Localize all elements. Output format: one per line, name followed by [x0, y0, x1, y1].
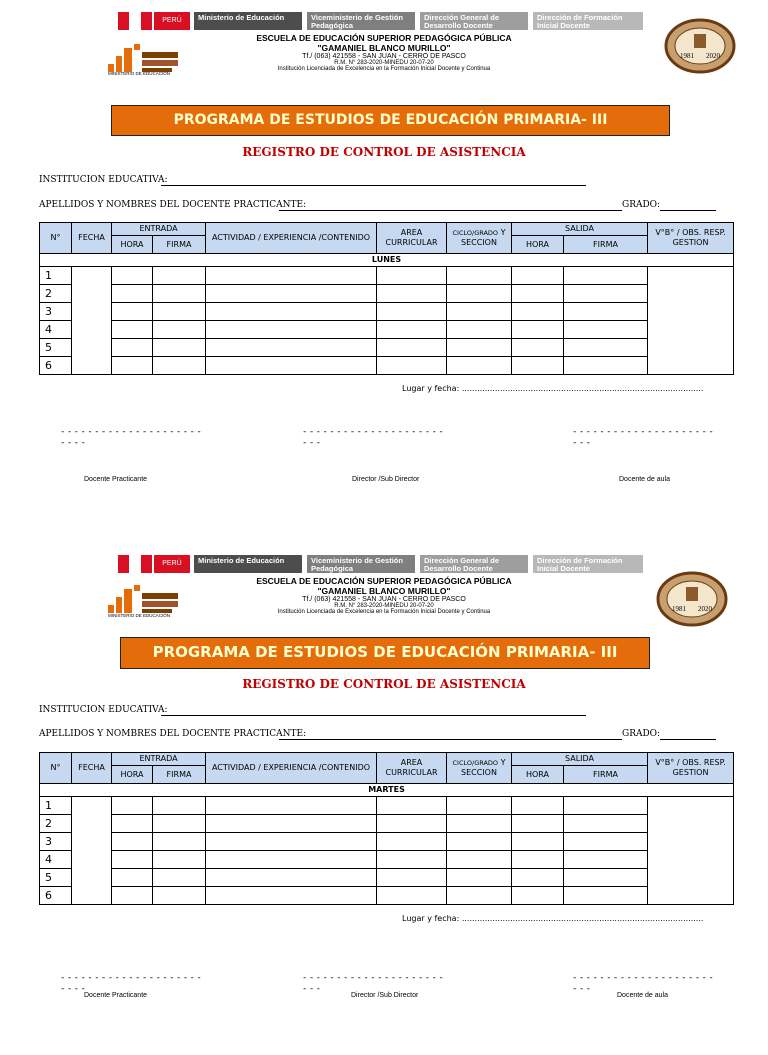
signature-label-aula: Docente de aula — [617, 992, 668, 999]
header-num: N° — [40, 753, 72, 784]
entrada-firma-cell[interactable] — [153, 267, 206, 285]
entrada-firma-cell[interactable] — [153, 815, 206, 833]
row-number: 6 — [40, 357, 72, 375]
header-entrada-firma: FIRMA — [153, 766, 206, 784]
entrada-firma-cell[interactable] — [153, 869, 206, 887]
ministry-box: Ministerio de Educación — [194, 12, 302, 30]
seal-year-left: 1981 — [680, 52, 694, 60]
day-label: LUNES — [40, 254, 734, 267]
row-number: 2 — [40, 815, 72, 833]
row-number: 4 — [40, 321, 72, 339]
seal-year-left: 1981 — [672, 605, 686, 613]
actividad-cell[interactable] — [206, 321, 377, 339]
header-ciclo — [447, 753, 512, 784]
entrada-firma-cell[interactable] — [153, 851, 206, 869]
ciclo-cell[interactable] — [447, 339, 512, 357]
salida-hora-cell[interactable] — [512, 321, 564, 339]
salida-hora-cell[interactable] — [512, 797, 564, 815]
entrada-hora-cell[interactable] — [112, 833, 153, 851]
minedu-logo-caption: MINISTERIO DE EDUCACIÓN — [108, 71, 171, 76]
salida-hora-cell[interactable] — [512, 303, 564, 321]
lugar-fecha: Lugar y fecha: ............................................................................................... — [402, 384, 704, 393]
area-cell[interactable] — [377, 833, 447, 851]
dash-tail: ---- — [60, 438, 88, 448]
attendance-table — [39, 752, 734, 905]
header-entrada: ENTRADA — [112, 753, 206, 766]
dash-tail: --- — [572, 438, 593, 448]
header-entrada: ENTRADA — [112, 223, 206, 236]
salida-firma-cell[interactable] — [564, 887, 648, 905]
actividad-cell[interactable] — [206, 815, 377, 833]
signature-label-aula: Docente de aula — [619, 476, 670, 483]
header-salida-firma: FIRMA — [564, 236, 648, 254]
attendance-table — [39, 222, 734, 375]
signature-line-director — [302, 427, 445, 449]
header-vb: V°B° / OBS. RESP. GESTION — [648, 753, 734, 784]
area-cell[interactable] — [377, 303, 447, 321]
salida-firma-cell[interactable] — [564, 303, 648, 321]
actividad-cell[interactable] — [206, 869, 377, 887]
school-rm: R.M. N° 283-2020-MINEDU 20-07-20 — [334, 603, 434, 609]
school-seal-icon — [664, 18, 736, 74]
salida-firma-cell[interactable] — [564, 357, 648, 375]
dash-tail: --- — [302, 984, 323, 994]
lugar-fecha: Lugar y fecha: ............................................................................................... — [402, 914, 704, 923]
actividad-cell[interactable] — [206, 303, 377, 321]
institucion-label: INSTITUCION EDUCATIVA: — [39, 705, 168, 715]
signature-label-practicante: Docente Practicante — [84, 476, 148, 483]
dg-box: Dirección General de Desarrollo Docente — [420, 12, 528, 30]
ciclo-cell[interactable] — [447, 797, 512, 815]
header-ciclo-y: Y — [500, 228, 506, 237]
actividad-cell[interactable] — [206, 339, 377, 357]
institucion-field[interactable] — [161, 715, 586, 716]
ciclo-cell[interactable] — [447, 321, 512, 339]
signature-line-aula — [572, 427, 715, 449]
entrada-hora-cell[interactable] — [112, 321, 153, 339]
header-ciclo — [447, 223, 512, 254]
day-label: MARTES — [40, 784, 734, 797]
ciclo-cell[interactable] — [447, 357, 512, 375]
header-num: N° — [40, 223, 72, 254]
school-contact: Tf./ (063) 421558 - SAN JUAN - CERRO DE PASCO — [302, 596, 466, 603]
salida-hora-cell[interactable] — [512, 267, 564, 285]
entrada-firma-cell[interactable] — [153, 339, 206, 357]
grado-field[interactable] — [660, 210, 716, 211]
school-subname: "GAMANIEL BLANCO MURILLO" — [317, 586, 451, 596]
row-number: 3 — [40, 833, 72, 851]
header-salida-hora: HORA — [512, 766, 564, 784]
area-cell[interactable] — [377, 797, 447, 815]
entrada-hora-cell[interactable] — [112, 851, 153, 869]
signature-label-practicante: Docente Practicante — [84, 992, 148, 999]
ciclo-cell[interactable] — [447, 887, 512, 905]
school-header — [200, 33, 568, 72]
area-cell[interactable] — [377, 887, 447, 905]
vice-ministry-box: Viceministerio de Gestión Pedagógica — [307, 12, 415, 30]
dash-line: --------------------- — [60, 427, 204, 437]
school-name: ESCUELA DE EDUCACIÓN SUPERIOR PEDAGÓGICA PÚBLICA — [256, 576, 512, 586]
actividad-cell[interactable] — [206, 267, 377, 285]
entrada-hora-cell[interactable] — [112, 869, 153, 887]
grado-label: GRADO: — [622, 200, 661, 210]
header-area: AREA CURRICULAR — [377, 753, 447, 784]
entrada-hora-cell[interactable] — [112, 285, 153, 303]
actividad-cell[interactable] — [206, 851, 377, 869]
area-cell[interactable] — [377, 321, 447, 339]
salida-hora-cell[interactable] — [512, 357, 564, 375]
entrada-hora-cell[interactable] — [112, 339, 153, 357]
header-ciclo-label: CICLO/GRADO — [452, 229, 499, 237]
vb-cell[interactable] — [648, 267, 734, 375]
signature-line-practicante — [60, 427, 203, 449]
apellidos-field[interactable] — [279, 210, 622, 211]
entrada-hora-cell[interactable] — [112, 357, 153, 375]
entrada-firma-cell[interactable] — [153, 887, 206, 905]
school-contact: Tf./ (063) 421558 - SAN JUAN - CERRO DE PASCO — [302, 53, 466, 60]
row-number: 4 — [40, 851, 72, 869]
dash-tail: ---- — [60, 984, 88, 994]
vb-cell[interactable] — [648, 797, 734, 905]
area-cell[interactable] — [377, 851, 447, 869]
salida-firma-cell[interactable] — [564, 815, 648, 833]
program-title: PROGRAMA DE ESTUDIOS DE EDUCACIÓN PRIMARIA- III — [111, 105, 670, 136]
apellidos-label: APELLIDOS Y NOMBRES DEL DOCENTE PRACTICANTE: — [39, 200, 307, 210]
dash-line: --------------------- — [60, 973, 204, 983]
actividad-cell[interactable] — [206, 887, 377, 905]
area-cell[interactable] — [377, 339, 447, 357]
entrada-hora-cell[interactable] — [112, 267, 153, 285]
dash-line: --------------------- — [302, 427, 446, 437]
apellidos-label: APELLIDOS Y NOMBRES DEL DOCENTE PRACTICANTE: — [39, 729, 307, 739]
row-number: 3 — [40, 303, 72, 321]
salida-hora-cell[interactable] — [512, 339, 564, 357]
entrada-firma-cell[interactable] — [153, 797, 206, 815]
salida-hora-cell[interactable] — [512, 851, 564, 869]
school-subname: "GAMANIEL BLANCO MURILLO" — [317, 43, 451, 53]
area-cell[interactable] — [377, 285, 447, 303]
ciclo-cell[interactable] — [447, 285, 512, 303]
peru-label: PERÚ — [154, 555, 190, 573]
salida-hora-cell[interactable] — [512, 815, 564, 833]
row-number: 1 — [40, 267, 72, 285]
salida-firma-cell[interactable] — [564, 833, 648, 851]
entrada-hora-cell[interactable] — [112, 797, 153, 815]
attendance-sheet-1 — [0, 0, 768, 512]
area-cell[interactable] — [377, 869, 447, 887]
area-cell[interactable] — [377, 267, 447, 285]
peru-shield-icon — [118, 12, 152, 30]
seal-year-right: 2020 — [698, 605, 712, 613]
row-number: 5 — [40, 339, 72, 357]
actividad-cell[interactable] — [206, 797, 377, 815]
ciclo-cell[interactable] — [447, 851, 512, 869]
header-vb: V°B° / OBS. RESP. GESTION — [648, 223, 734, 254]
peru-label: PERÚ — [154, 12, 190, 30]
salida-firma-cell[interactable] — [564, 797, 648, 815]
seal-year-right: 2020 — [706, 52, 720, 60]
school-seal-icon — [656, 571, 728, 627]
salida-firma-cell[interactable] — [564, 339, 648, 357]
school-rm: R.M. N° 283-2020-MINEDU 20-07-20 — [334, 60, 434, 66]
area-cell[interactable] — [377, 357, 447, 375]
registro-title: REGISTRO DE CONTROL DE ASISTENCIA — [242, 145, 526, 159]
row-number: 6 — [40, 887, 72, 905]
ciclo-cell[interactable] — [447, 303, 512, 321]
dg-box: Dirección General de Desarrollo Docente — [420, 555, 528, 573]
header-entrada-firma: FIRMA — [153, 236, 206, 254]
ciclo-cell[interactable] — [447, 869, 512, 887]
registro-title: REGISTRO DE CONTROL DE ASISTENCIA — [242, 677, 526, 691]
dfid-box: Dirección de Formación Inicial Docente — [533, 555, 643, 573]
salida-firma-cell[interactable] — [564, 869, 648, 887]
signature-label-director: Director /Sub Director — [352, 476, 420, 483]
header-salida: SALIDA — [512, 753, 648, 766]
entrada-firma-cell[interactable] — [153, 285, 206, 303]
ciclo-cell[interactable] — [447, 267, 512, 285]
header-salida-hora: HORA — [512, 236, 564, 254]
grado-field[interactable] — [660, 739, 716, 740]
salida-firma-cell[interactable] — [564, 321, 648, 339]
apellidos-field[interactable] — [279, 739, 622, 740]
header-area: AREA CURRICULAR — [377, 223, 447, 254]
header-actividad: ACTIVIDAD / EXPERIENCIA /CONTENIDO — [206, 223, 377, 254]
header-fecha: FECHA — [72, 223, 112, 254]
actividad-cell[interactable] — [206, 833, 377, 851]
header-entrada-hora: HORA — [112, 236, 153, 254]
entrada-hora-cell[interactable] — [112, 887, 153, 905]
institucion-label: INSTITUCION EDUCATIVA: — [39, 175, 168, 185]
header-salida-firma: FIRMA — [564, 766, 648, 784]
dash-line: --------------------- — [572, 427, 716, 437]
vice-ministry-box: Viceministerio de Gestión Pedagógica — [307, 555, 415, 573]
header-entrada-hora: HORA — [112, 766, 153, 784]
row-number: 2 — [40, 285, 72, 303]
entrada-firma-cell[interactable] — [153, 357, 206, 375]
row-number: 1 — [40, 797, 72, 815]
entrada-firma-cell[interactable] — [153, 321, 206, 339]
salida-firma-cell[interactable] — [564, 285, 648, 303]
fecha-cell[interactable] — [72, 797, 112, 905]
header-actividad: ACTIVIDAD / EXPERIENCIA /CONTENIDO — [206, 753, 377, 784]
dfid-box: Dirección de Formación Inicial Docente — [533, 12, 643, 30]
minedu-logo-caption: MINISTERIO DE EDUCACIÓN — [108, 613, 171, 618]
entrada-firma-cell[interactable] — [153, 833, 206, 851]
header-salida: SALIDA — [512, 223, 648, 236]
dash-tail: --- — [572, 984, 593, 994]
actividad-cell[interactable] — [206, 285, 377, 303]
attendance-sheet-2 — [0, 543, 768, 1055]
dash-line: --------------------- — [572, 973, 716, 983]
ciclo-cell[interactable] — [447, 815, 512, 833]
dash-line: --------------------- — [302, 973, 446, 983]
header-seccion: SECCION — [461, 768, 497, 777]
salida-hora-cell[interactable] — [512, 869, 564, 887]
ciclo-cell[interactable] — [447, 833, 512, 851]
school-license: Institución Licenciada de Excelencia en la Formación Inicial Docente y Continua — [277, 66, 491, 72]
header-ciclo-y: Y — [500, 758, 506, 767]
salida-hora-cell[interactable] — [512, 887, 564, 905]
salida-hora-cell[interactable] — [512, 285, 564, 303]
row-number: 5 — [40, 869, 72, 887]
signature-label-director: Director /Sub Director — [351, 992, 419, 999]
peru-shield-icon — [118, 555, 152, 573]
entrada-firma-cell[interactable] — [153, 303, 206, 321]
area-cell[interactable] — [377, 815, 447, 833]
institucion-field[interactable] — [161, 185, 586, 186]
header-seccion: SECCION — [461, 238, 497, 247]
dash-tail: --- — [302, 438, 323, 448]
salida-firma-cell[interactable] — [564, 267, 648, 285]
entrada-hora-cell[interactable] — [112, 815, 153, 833]
entrada-hora-cell[interactable] — [112, 303, 153, 321]
salida-hora-cell[interactable] — [512, 833, 564, 851]
school-license: Institución Licenciada de Excelencia en la Formación Inicial Docente y Continua — [277, 609, 491, 615]
salida-firma-cell[interactable] — [564, 851, 648, 869]
grado-label: GRADO: — [622, 729, 661, 739]
school-header — [200, 576, 568, 615]
header-fecha: FECHA — [72, 753, 112, 784]
school-name: ESCUELA DE EDUCACIÓN SUPERIOR PEDAGÓGICA PÚBLICA — [256, 33, 512, 43]
ministry-box: Ministerio de Educación — [194, 555, 302, 573]
actividad-cell[interactable] — [206, 357, 377, 375]
program-title: PROGRAMA DE ESTUDIOS DE EDUCACIÓN PRIMARIA- III — [120, 637, 650, 669]
header-ciclo-label: CICLO/GRADO — [452, 759, 499, 767]
fecha-cell[interactable] — [72, 267, 112, 375]
